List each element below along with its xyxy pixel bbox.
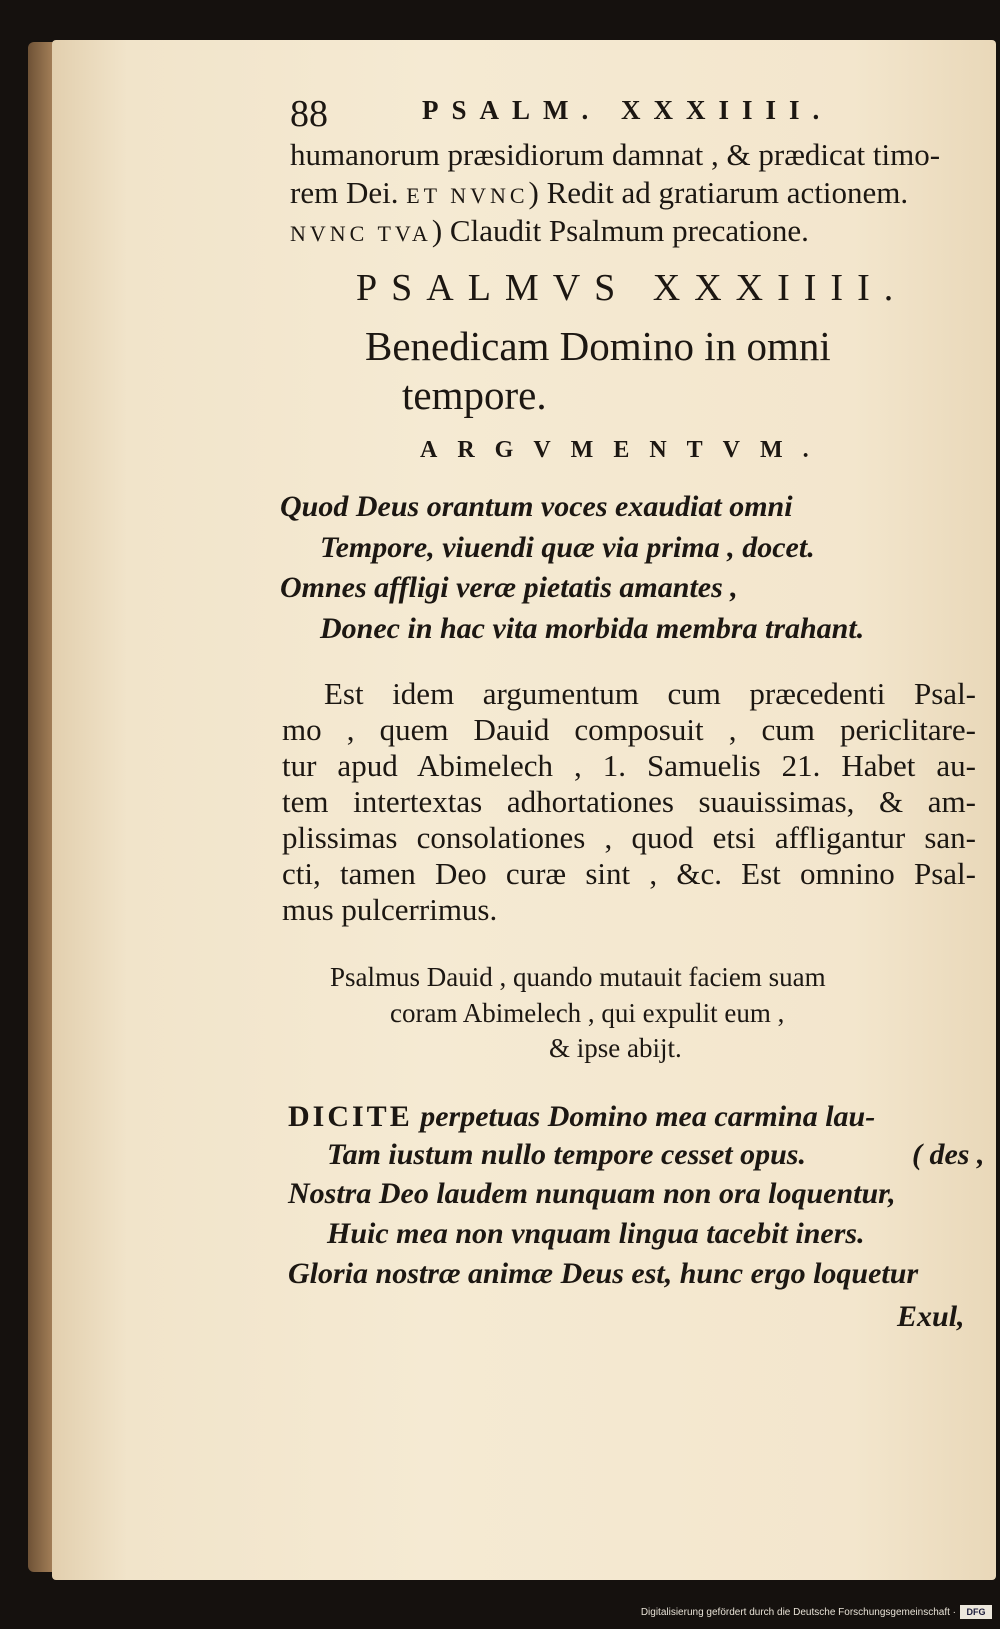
- lemma-small-caps: ET NVNC: [406, 183, 529, 208]
- dfg-logo: DFG: [960, 1605, 992, 1619]
- intro-line: [290, 175, 908, 211]
- psalm-verse: [288, 1100, 875, 1134]
- argument-verse: Omnes affligi veræ pietatis amantes ,: [280, 571, 738, 604]
- running-head: PSALM. XXXIIII.: [422, 95, 833, 125]
- incipit-line: tempore.: [402, 372, 547, 418]
- psalm-verse: Tam iustum nullo tempore cesset opus.: [327, 1138, 806, 1171]
- argument-verse: Donec in hac vita morbida membra trahant.: [320, 612, 865, 645]
- intro-text: ) Redit ad gratiarum actionem.: [528, 175, 909, 210]
- psalm-heading: PSALMVS XXXIIII.: [356, 267, 908, 309]
- psalm-title-line: coram Abimelech , qui expulit eum ,: [390, 998, 785, 1028]
- intro-text: rem Dei.: [290, 175, 407, 210]
- commentary-line: tur apud Abimelech , 1. Samuelis 21. Habet au-: [282, 748, 976, 783]
- psalm-verse: Nostra Deo laudem nunquam non ora loquentur,: [288, 1177, 896, 1210]
- digitization-credit: Digitalisierung gefördert durch die Deutsche Forschungsgemeinschaft ·: [640, 1607, 956, 1618]
- commentary-line: mo , quem Dauid composuit , cum periclitare-: [282, 712, 976, 747]
- intro-line: [290, 213, 809, 249]
- commentary-line: cti, tamen Deo curæ sint , &c. Est omnino Psal-: [282, 856, 976, 891]
- intro-text: ) Claudit Psalmum precatione.: [431, 213, 809, 248]
- verse-turnover: ( des ,: [912, 1138, 985, 1171]
- commentary-line: Est idem argumentum cum præcedenti Psal-: [324, 676, 976, 711]
- page-number: 88: [290, 93, 328, 135]
- commentary-line: plissimas consolationes , quod etsi affligantur san-: [282, 820, 976, 855]
- commentary-line: tem intertextas adhortationes suauissimas, & am-: [282, 784, 976, 819]
- lemma-small-caps: NVNC TVA: [290, 221, 432, 246]
- psalm-verse: Gloria nostræ animæ Deus est, hunc ergo loquetur: [288, 1257, 919, 1290]
- opening-capitals: DICITE: [288, 1100, 413, 1133]
- argument-verse: Quod Deus orantum voces exaudiat omni: [280, 490, 793, 523]
- verse-text: perpetuas Domino mea carmina lau-: [412, 1100, 876, 1133]
- book-page: [52, 40, 996, 1580]
- intro-line: humanorum præsidiorum damnat , & prædicat timo-: [290, 137, 941, 172]
- psalm-title-line: & ipse abijt.: [549, 1033, 682, 1063]
- psalm-title-line: Psalmus Dauid , quando mutauit faciem suam: [330, 962, 826, 992]
- psalm-verse: Huic mea non vnquam lingua tacebit iners.: [327, 1217, 865, 1250]
- argument-heading: ARGVMENTVM.: [420, 437, 829, 463]
- incipit-line: Benedicam Domino in omni: [365, 323, 831, 369]
- commentary-line: mus pulcerrimus.: [282, 892, 498, 927]
- argument-verse: Tempore, viuendi quæ via prima , docet.: [320, 531, 815, 564]
- catchword: Exul,: [897, 1300, 965, 1333]
